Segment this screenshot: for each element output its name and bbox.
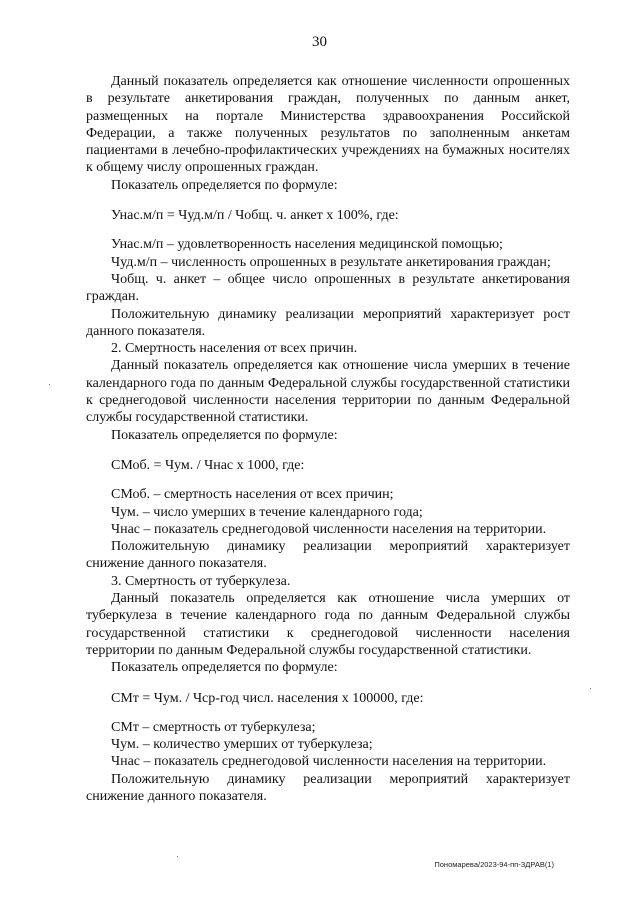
definition-chum: Чум. – число умерших в течение календарного года; xyxy=(111,504,423,520)
paragraph-mortality-definition: Данный показатель определяется как отношение числа умерших в течение календарного года по данным Федеральной службы государственной статистики к среднегодовой численности населения территории по данным Федеральной службы государственной статистики. xyxy=(86,358,570,426)
section-heading-mortality-all: 2. Смертность населения от всех причин. xyxy=(111,341,358,357)
paragraph-dynamics-decrease: Положительную динамику реализации мероприятий характеризует снижение данного показателя. xyxy=(86,539,570,572)
definition-chum-tb: Чум. – количество умерших от туберкулеза; xyxy=(111,737,373,753)
definition-chobsh: Чобщ. ч. анкет – общее число опрошенных в результате анкетирования граждан. xyxy=(86,271,570,305)
definition-smob: СМоб. – смертность населения от всех причин; xyxy=(111,487,394,503)
page-number: 30 xyxy=(312,34,327,50)
formula-satisfaction: Унас.м/п = Чуд.м/п / Чобщ. ч. анкет х 100%, где: xyxy=(111,208,399,224)
definition-unas: Унас.м/п – удовлетворенность населения медицинской помощью; xyxy=(111,237,503,253)
definition-chnas: Чнас – показатель среднегодовой численности населения на территории. xyxy=(111,521,547,537)
scan-speck xyxy=(49,384,50,385)
paragraph-indicator-definition: Данный показатель определяется как отношение численности опрошенных в результате анкетирования граждан, полученных по данным анкет, размещенных на портале Министерства здравоохранения Российской Федерации, а также полученных результатов по заполненным анкетам пациентами в лечебно-профилактических учреждениях на бумажных носителях к общему числу опрошенных граждан. xyxy=(86,74,570,176)
definition-chnas-tb: Чнас – показатель среднегодовой численности населения на территории. xyxy=(111,754,547,770)
formula-mortality-tb: СМт = Чум. / Чср-год числ. населения х 100000, где: xyxy=(111,690,424,706)
document-footer-code: Пономарева/2023-94-пп-ЗДРАВ(1) xyxy=(434,860,554,869)
paragraph-dynamics-decrease: Положительную динамику реализации мероприятий характеризует снижение данного показателя. xyxy=(86,771,570,804)
document-body xyxy=(86,73,570,805)
scan-speck xyxy=(590,688,591,689)
definition-chud: Чуд.м/п – численность опрошенных в результате анкетирования граждан; xyxy=(111,254,551,270)
paragraph-tb-definition: Данный показатель определяется как отношение числа умерших от туберкулеза в течение календарного года по данным Федеральной службы государственной статистики к среднегодовой численности населения территории по данным Федеральной службы государственной статистики. xyxy=(86,591,570,658)
paragraph-dynamics-growth: Положительную динамику реализации мероприятий характеризует рост данного показателя. xyxy=(86,306,570,339)
section-heading-mortality-tb: 3. Смертность от туберкулеза. xyxy=(111,573,291,589)
paragraph-formula-intro: Показатель определяется по формуле: xyxy=(111,660,338,676)
definition-smt: СМт – смертность от туберкулеза; xyxy=(111,719,316,735)
scan-speck xyxy=(177,856,178,857)
formula-mortality-all: СМоб. = Чум. / Чнас х 1000, где: xyxy=(111,457,305,473)
paragraph-formula-intro: Показатель определяется по формуле: xyxy=(111,427,338,443)
paragraph-formula-intro: Показатель определяется по формуле: xyxy=(111,177,338,193)
